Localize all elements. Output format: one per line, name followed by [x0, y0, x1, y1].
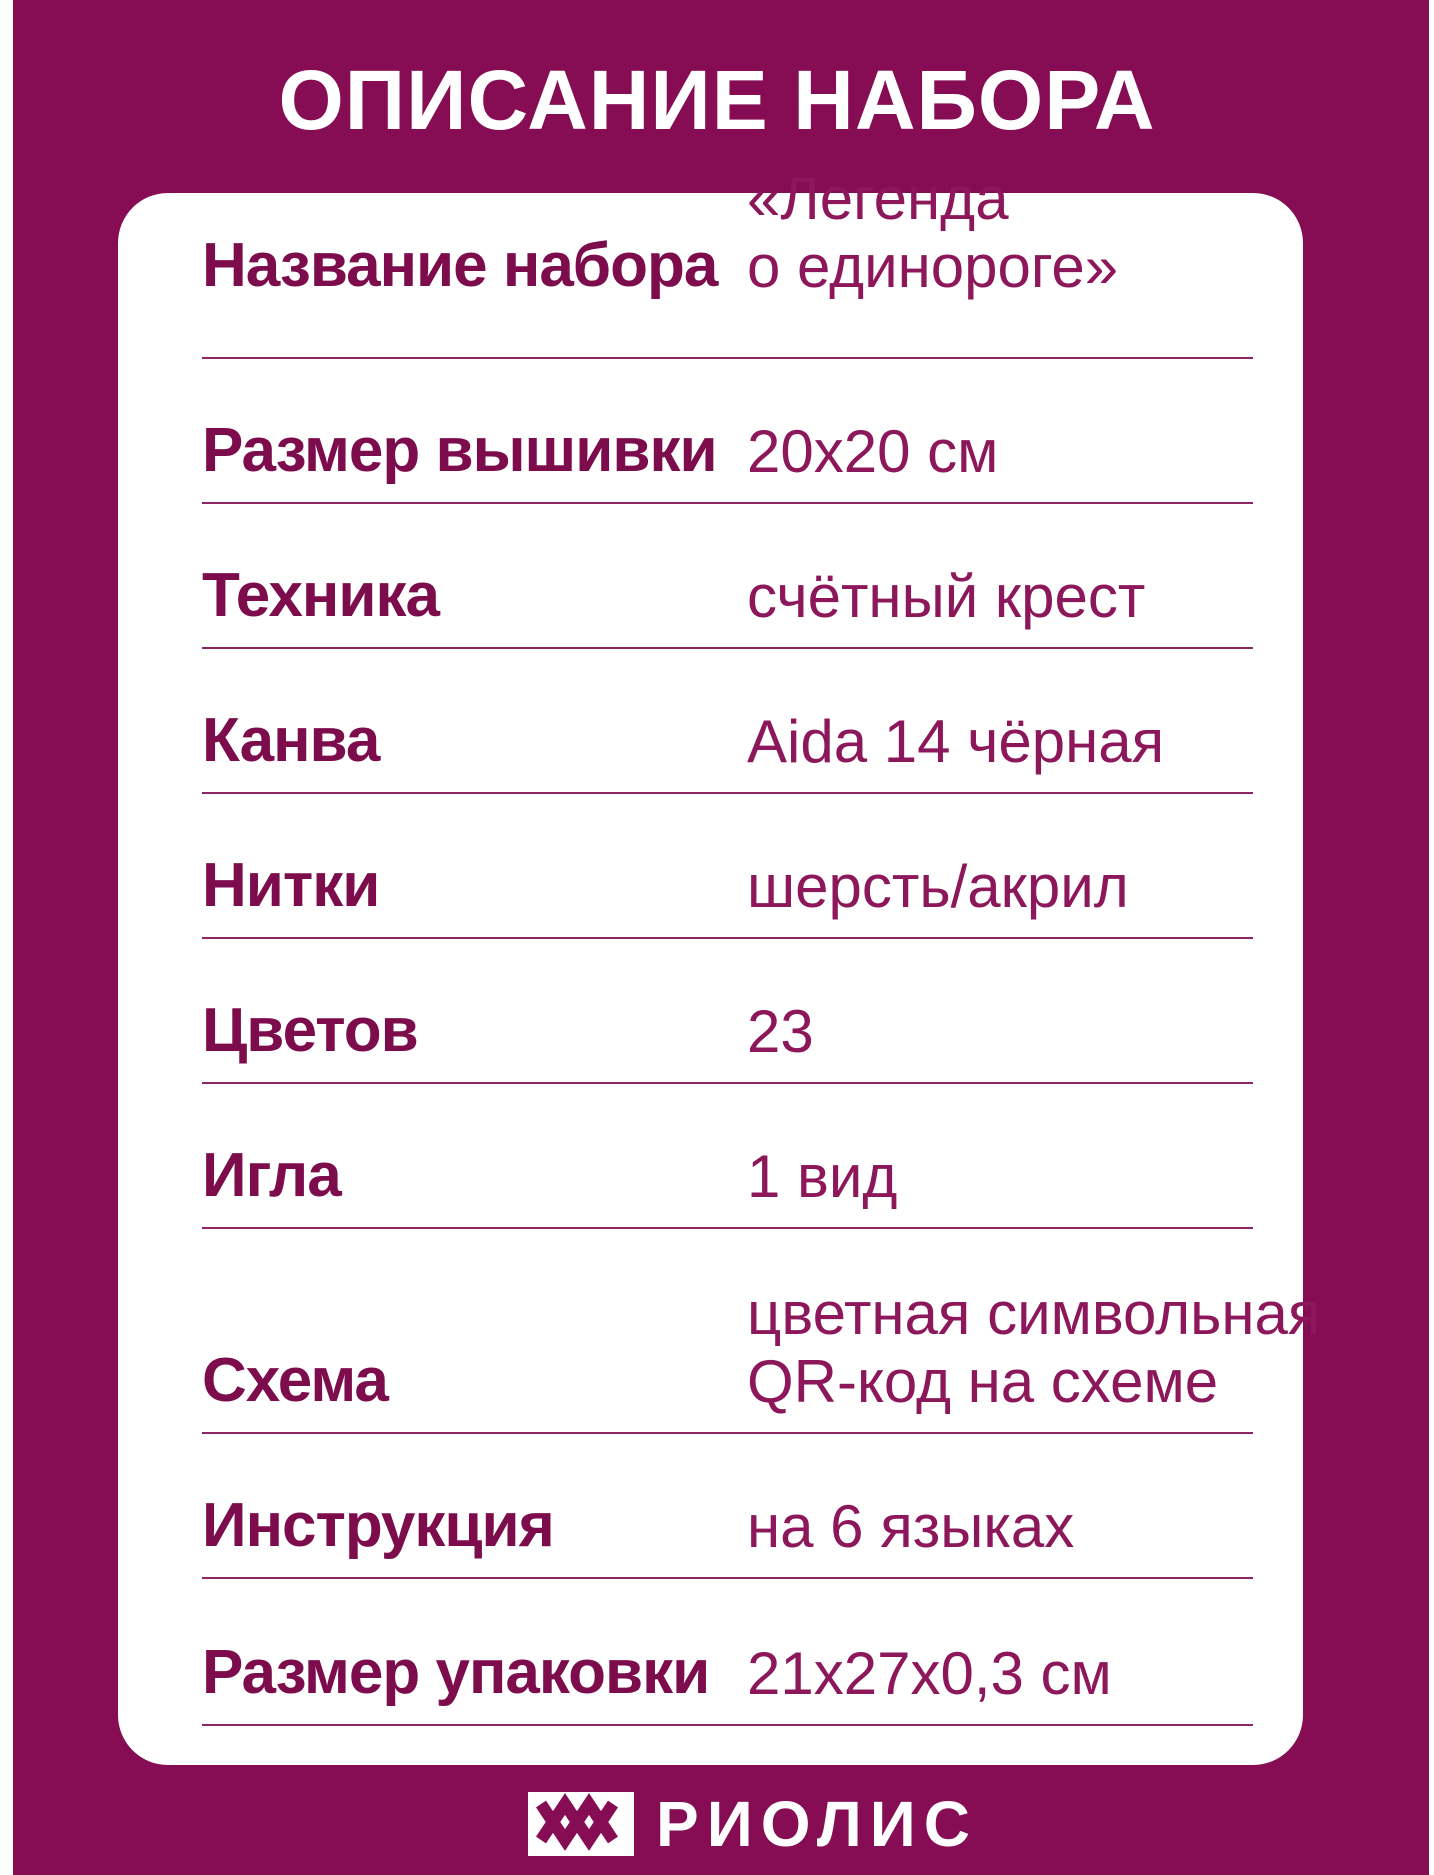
table-row	[202, 1084, 1253, 1229]
table-row	[202, 939, 1253, 1084]
row-value-line: 23	[747, 998, 814, 1066]
row-value-line: QR-код на схеме	[747, 1348, 1219, 1416]
row-label: Игла	[202, 1141, 341, 1210]
spec-table	[202, 165, 1321, 1726]
page-title: ОПИСАНИЕ НАБОРА	[278, 53, 1156, 147]
table-row	[202, 649, 1253, 794]
row-value	[747, 418, 998, 486]
row-value-line: шерсть/акрил	[747, 853, 1129, 921]
row-label: Нитки	[202, 851, 380, 920]
table-row	[202, 794, 1253, 939]
row-label: Размер упаковки	[202, 1638, 710, 1707]
row-value	[747, 708, 1164, 776]
row-value	[747, 563, 1145, 631]
row-value-line: о единороге»	[747, 233, 1119, 301]
row-value	[747, 1280, 1320, 1416]
row-value	[747, 165, 1118, 301]
row-value-line: Aida 14 чёрная	[747, 708, 1165, 776]
row-label: Канва	[202, 706, 380, 775]
row-value-line: 1 вид	[747, 1143, 898, 1211]
brand-name: РИОЛИС	[656, 1788, 978, 1860]
riolis-zigzag-icon	[528, 1792, 634, 1856]
table-row	[202, 1229, 1321, 1434]
row-value-line: на 6 языках	[747, 1493, 1075, 1561]
row-value	[747, 998, 814, 1066]
row-value-line: 21х27х0,3 см	[747, 1640, 1112, 1708]
row-value	[747, 853, 1129, 921]
table-row	[202, 1434, 1253, 1579]
table-row	[202, 359, 1253, 504]
table-row	[202, 165, 1253, 359]
row-label: Инструкция	[202, 1491, 554, 1560]
row-value	[747, 1143, 897, 1211]
row-value	[747, 1493, 1074, 1561]
description-card	[118, 165, 1321, 1765]
table-row	[202, 1579, 1253, 1726]
row-value-line: цветная символьная	[747, 1280, 1321, 1348]
row-value-line: «Легенда	[747, 165, 1009, 233]
table-row	[202, 504, 1253, 649]
row-value-line: счётный крест	[747, 563, 1146, 631]
row-label: Цветов	[202, 996, 418, 1065]
row-label: Размер вышивки	[202, 416, 717, 485]
row-label: Схема	[202, 1346, 388, 1415]
riolis-logo	[528, 1792, 634, 1856]
row-label: Техника	[202, 561, 440, 630]
row-label: Название набора	[202, 231, 718, 300]
row-value-line: 20х20 см	[747, 418, 999, 486]
row-value	[747, 1640, 1112, 1708]
brand-footer	[528, 1787, 978, 1861]
